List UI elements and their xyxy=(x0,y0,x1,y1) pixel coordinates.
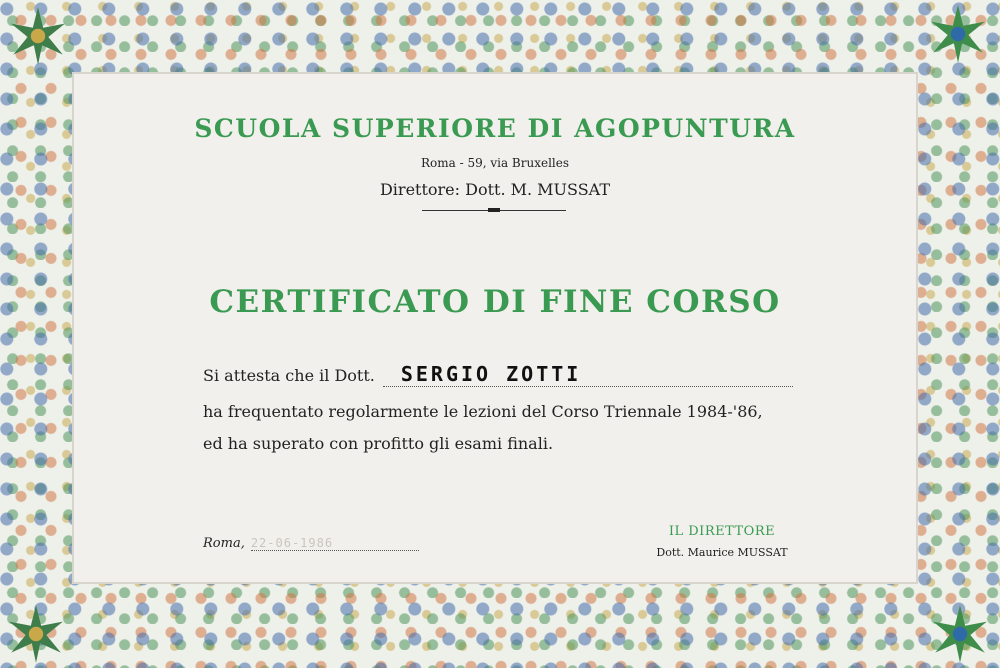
star-ornament-icon xyxy=(926,600,994,668)
place-label: Roma, xyxy=(203,536,245,551)
certificate-title: CERTIFICATO DI FINE CORSO xyxy=(209,284,781,320)
date-value: 22-06-1986 xyxy=(251,536,419,551)
director-line: Direttore: Dott. M. MUSSAT xyxy=(379,180,611,199)
place-date-line xyxy=(203,536,419,551)
star-ornament-icon xyxy=(924,0,992,68)
certificate-panel xyxy=(72,72,918,584)
school-name: SCUOLA SUPERIORE DI AGOPUNTURA xyxy=(194,114,796,143)
recipient-field xyxy=(383,362,793,387)
school-address: Roma - 59, via Bruxelles xyxy=(420,156,570,170)
signatory-title: IL DIRETTORE xyxy=(668,524,776,539)
exam-line: ed ha superato con profitto gli esami finali. xyxy=(203,434,554,453)
divider-mark xyxy=(488,208,500,212)
attest-line xyxy=(203,362,793,387)
star-ornament-icon xyxy=(2,600,70,668)
signatory-name: Dott. Maurice MUSSAT xyxy=(656,546,788,559)
attendance-line: ha frequentato regolarmente le lezioni del Corso Triennale 1984-'86, xyxy=(203,402,763,421)
attest-prefix: Si attesta che il Dott. xyxy=(203,366,375,385)
star-ornament-icon xyxy=(4,2,72,70)
recipient-name: SERGIO ZOTTI xyxy=(400,362,582,386)
